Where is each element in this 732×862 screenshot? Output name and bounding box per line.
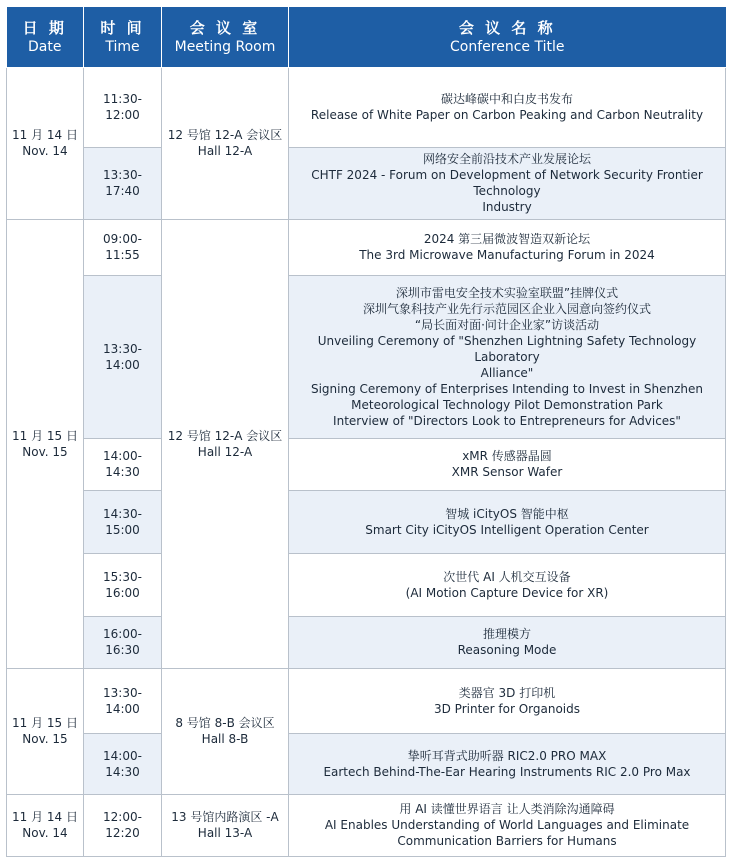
title-line: CHTF 2024 - Forum on Development of Network Security Frontier Technology — [311, 168, 703, 199]
header-title-zh: 会 议 名 称 — [458, 18, 556, 37]
title-cell — [289, 275, 726, 438]
title-line: 智城 iCityOS 智能中枢 — [445, 506, 569, 521]
title-cell — [289, 668, 726, 733]
room-cell — [162, 219, 289, 668]
time-cell: 09:00-11:55 — [84, 219, 162, 275]
title-line: Communication Barriers for Humans — [397, 834, 617, 849]
date-en: Nov. 15 — [22, 732, 68, 747]
title-cell — [289, 147, 726, 219]
time-cell: 14:00-14:30 — [84, 438, 162, 490]
table-row — [7, 733, 726, 794]
date-en: Nov. 14 — [22, 826, 68, 841]
time-cell: 13:30-14:00 — [84, 275, 162, 438]
date-zh: 11 月 14 日 — [12, 128, 78, 143]
room-zh: 12 号馆 12-A 会议区 — [167, 428, 283, 443]
date-en: Nov. 15 — [22, 444, 68, 459]
title-line: 推理模方 — [482, 627, 531, 642]
date-en: Nov. 14 — [22, 144, 68, 159]
title-line: Industry — [482, 200, 532, 215]
title-line: XMR Sensor Wafer — [451, 465, 563, 480]
time-cell: 15:30-16:00 — [84, 553, 162, 616]
room-cell — [162, 67, 289, 219]
title-line: 2024 第三届微波智造双新论坛 — [423, 232, 591, 247]
title-line: 深圳气象科技产业先行示范园区企业入园意向签约仪式 — [362, 301, 651, 316]
table-row — [7, 616, 726, 668]
header-title-en: Conference Title — [450, 38, 565, 55]
title-cell — [289, 219, 726, 275]
header-date — [7, 7, 84, 67]
header-time-en: Time — [105, 38, 140, 55]
room-en: Hall 8-B — [201, 732, 249, 747]
title-line: AI Enables Understanding of World Languages and Eliminate — [324, 818, 690, 833]
table-row — [7, 219, 726, 275]
date-zh: 11 月 14 日 — [12, 810, 78, 825]
time-cell: 14:30-15:00 — [84, 490, 162, 553]
title-cell — [289, 794, 726, 856]
date-zh: 11 月 15 日 — [12, 428, 78, 443]
title-cell — [289, 616, 726, 668]
title-line: Interview of "Directors Look to Entrepreneurs for Advices" — [333, 413, 681, 428]
time-cell: 16:00-16:30 — [84, 616, 162, 668]
time-cell: 14:00-14:30 — [84, 733, 162, 794]
header-time — [84, 7, 162, 67]
header-date-en: Date — [28, 38, 62, 55]
title-cell — [289, 733, 726, 794]
table-row — [7, 67, 726, 147]
room-en: Hall 13-A — [197, 826, 253, 841]
header-date-zh: 日 期 — [22, 18, 67, 37]
title-line: 类器官 3D 打印机 — [458, 685, 556, 700]
date-cell — [7, 67, 84, 219]
date-cell — [7, 794, 84, 856]
title-line: Smart City iCityOS Intelligent Operation Center — [365, 522, 649, 537]
room-cell — [162, 668, 289, 794]
title-line: 挚听耳背式助听器 RIC2.0 PRO MAX — [407, 748, 607, 763]
date-cell — [7, 668, 84, 794]
room-zh: 13 号馆内路演区 -A — [171, 810, 279, 825]
header-time-zh: 时 间 — [100, 18, 145, 37]
conference-schedule-table — [6, 7, 726, 857]
title-cell — [289, 553, 726, 616]
header-room-zh: 会 议 室 — [189, 18, 261, 37]
room-cell — [162, 794, 289, 856]
header-room — [162, 7, 289, 67]
room-zh: 8 号馆 8-B 会议区 — [175, 716, 275, 731]
title-line: (AI Motion Capture Device for XR) — [405, 585, 609, 600]
header-title — [289, 7, 726, 67]
header-row — [7, 7, 726, 67]
room-zh: 12 号馆 12-A 会议区 — [167, 128, 283, 143]
table-row — [7, 147, 726, 219]
title-line: Meteorological Technology Pilot Demonstration Park — [351, 397, 663, 412]
title-line: Eartech Behind-The-Ear Hearing Instruments RIC 2.0 Pro Max — [323, 764, 691, 779]
header-room-en: Meeting Room — [174, 38, 276, 55]
table-row — [7, 553, 726, 616]
room-en: Hall 12-A — [197, 144, 253, 159]
room-en: Hall 12-A — [197, 444, 253, 459]
time-cell: 13:30-14:00 — [84, 668, 162, 733]
schedule-body — [7, 67, 726, 857]
title-line: xMR 传感器晶圆 — [462, 449, 552, 464]
date-zh: 11 月 15 日 — [12, 716, 78, 731]
title-line: Release of White Paper on Carbon Peaking and Carbon Neutrality — [310, 108, 704, 123]
title-cell — [289, 490, 726, 553]
title-line: 次世代 AI 人机交互设备 — [443, 569, 571, 584]
date-cell — [7, 219, 84, 668]
time-cell: 11:30-12:00 — [84, 67, 162, 147]
title-line: 碳达峰碳中和白皮书发布 — [440, 92, 573, 107]
title-line: 3D Printer for Organoids — [433, 701, 581, 716]
table-row — [7, 275, 726, 438]
title-line: 深圳市雷电安全技术实验室联盟”挂牌仪式 — [395, 285, 619, 300]
time-cell: 12:00-12:20 — [84, 794, 162, 856]
title-cell — [289, 438, 726, 490]
table-row — [7, 490, 726, 553]
title-line: 用 AI 读懂世界语言 让人类消除沟通障碍 — [399, 802, 615, 817]
title-line: The 3rd Microwave Manufacturing Forum in 2024 — [359, 248, 655, 263]
title-line: “局长面对面·问计企业家”访谈活动 — [414, 317, 600, 332]
title-line: Unveiling Ceremony of "Shenzhen Lightning Safety Technology Laboratory — [317, 333, 697, 364]
table-row — [7, 794, 726, 856]
time-cell: 13:30-17:40 — [84, 147, 162, 219]
table-row — [7, 438, 726, 490]
title-line: Signing Ceremony of Enterprises Intending to Invest in Shenzhen — [310, 381, 704, 396]
title-line: 网络安全前沿技术产业发展论坛 — [422, 152, 591, 167]
title-line: Reasoning Mode — [457, 643, 557, 658]
title-cell — [289, 67, 726, 147]
title-line: Alliance" — [480, 365, 534, 380]
table-row — [7, 668, 726, 733]
